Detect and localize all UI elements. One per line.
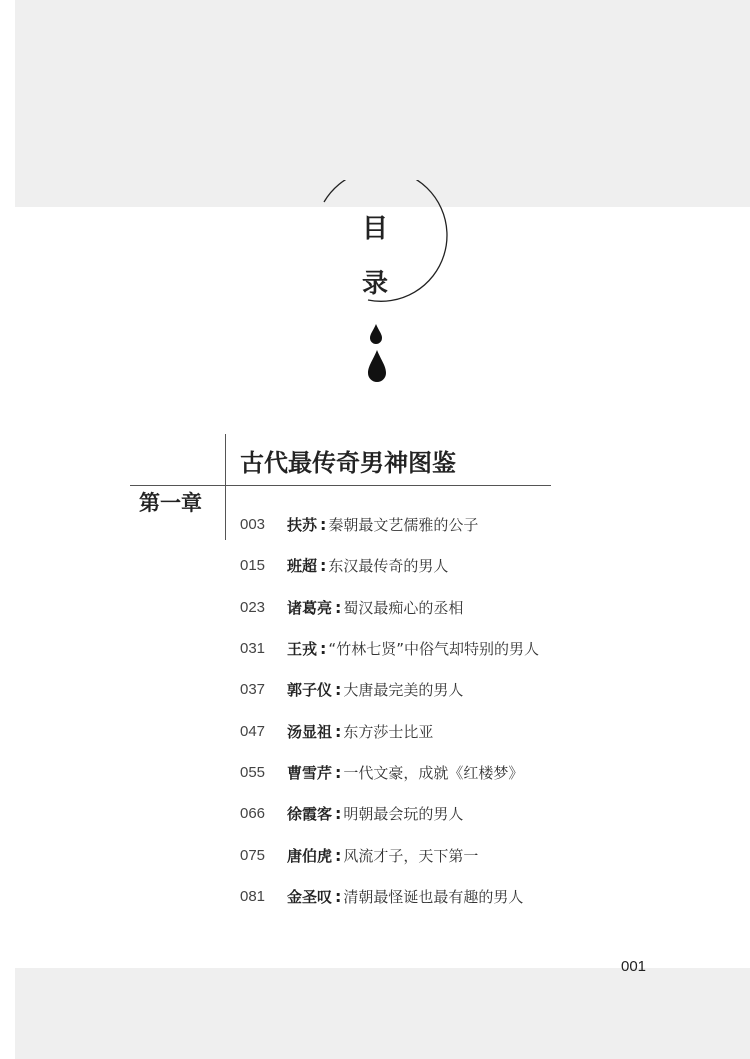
- toc-page-number: 081: [240, 887, 266, 905]
- toc-heading-char-2: 录: [362, 269, 389, 299]
- toc-separator: :: [320, 556, 327, 576]
- toc-person-name: 诸葛亮: [287, 598, 333, 617]
- toc-description: 秦朝最文艺儒雅的公子: [328, 516, 479, 535]
- toc-person-name: 王戎: [287, 640, 318, 659]
- toc-page-number: 055: [240, 763, 266, 781]
- toc-description: 蜀汉最痴心的丞相: [343, 598, 464, 617]
- toc-description: 东汉最传奇的男人: [328, 557, 449, 576]
- page-number: 001: [621, 958, 647, 975]
- bottom-gray-band: [15, 968, 750, 1059]
- toc-list: [240, 504, 539, 917]
- toc-person-name: 班超: [287, 557, 318, 576]
- chapter-horizontal-rule: [130, 485, 551, 486]
- toc-description: 东方莎士比亚: [343, 722, 434, 741]
- toc-description: 明朝最会玩的男人: [343, 805, 464, 824]
- toc-separator: :: [335, 680, 342, 700]
- toc-description: 风流才子，天下第一: [343, 846, 479, 865]
- toc-separator: :: [335, 845, 342, 865]
- toc-person-name: 郭子仪: [287, 681, 333, 700]
- toc-entry[interactable]: [240, 752, 539, 793]
- toc-separator: :: [320, 639, 327, 659]
- toc-person-name: 曹雪芹: [287, 763, 333, 782]
- chapter-vertical-rule: [225, 434, 226, 540]
- small-ink-drop: [370, 324, 382, 344]
- toc-entry[interactable]: [240, 710, 539, 751]
- toc-description: 大唐最完美的男人: [343, 681, 464, 700]
- chapter-title: 古代最传奇男神图鉴: [240, 448, 456, 477]
- chapter-label: 第一章: [139, 490, 202, 515]
- toc-separator: :: [320, 515, 327, 535]
- toc-page-number: 003: [240, 516, 266, 534]
- toc-page-number: 066: [240, 805, 266, 823]
- toc-separator: :: [335, 886, 342, 906]
- toc-entry[interactable]: [240, 876, 539, 917]
- toc-person-name: 唐伯虎: [287, 846, 333, 865]
- toc-entry[interactable]: [240, 545, 539, 586]
- toc-page-number: 075: [240, 846, 266, 864]
- toc-person-name: 金圣叹: [287, 887, 333, 906]
- toc-page-number: 047: [240, 722, 266, 740]
- toc-entry[interactable]: [240, 587, 539, 628]
- toc-entry[interactable]: [240, 628, 539, 669]
- toc-entry[interactable]: [240, 504, 539, 545]
- toc-page-number: 023: [240, 598, 266, 616]
- toc-description: 清朝最怪诞也最有趣的男人: [343, 887, 524, 906]
- toc-entry[interactable]: [240, 793, 539, 834]
- large-ink-drop: [368, 350, 386, 382]
- toc-person-name: 汤显祖: [287, 722, 333, 741]
- toc-description: “竹林七贤”中俗气却特别的男人: [328, 640, 539, 659]
- toc-person-name: 徐霞客: [287, 805, 333, 824]
- toc-separator: :: [335, 721, 342, 741]
- toc-separator: :: [335, 597, 342, 617]
- toc-entry[interactable]: [240, 669, 539, 710]
- toc-page-number: 037: [240, 681, 266, 699]
- toc-separator: :: [335, 762, 342, 782]
- toc-heading-char-1: 目: [362, 214, 389, 244]
- top-gray-band: [15, 0, 750, 207]
- toc-description: 一代文豪，成就《红楼梦》: [343, 763, 524, 782]
- toc-page-number: 015: [240, 557, 266, 575]
- toc-entry[interactable]: [240, 834, 539, 875]
- toc-separator: :: [335, 804, 342, 824]
- toc-person-name: 扶苏: [287, 516, 318, 535]
- toc-page-number: 031: [240, 640, 266, 658]
- ink-drops-decoration: [364, 322, 390, 386]
